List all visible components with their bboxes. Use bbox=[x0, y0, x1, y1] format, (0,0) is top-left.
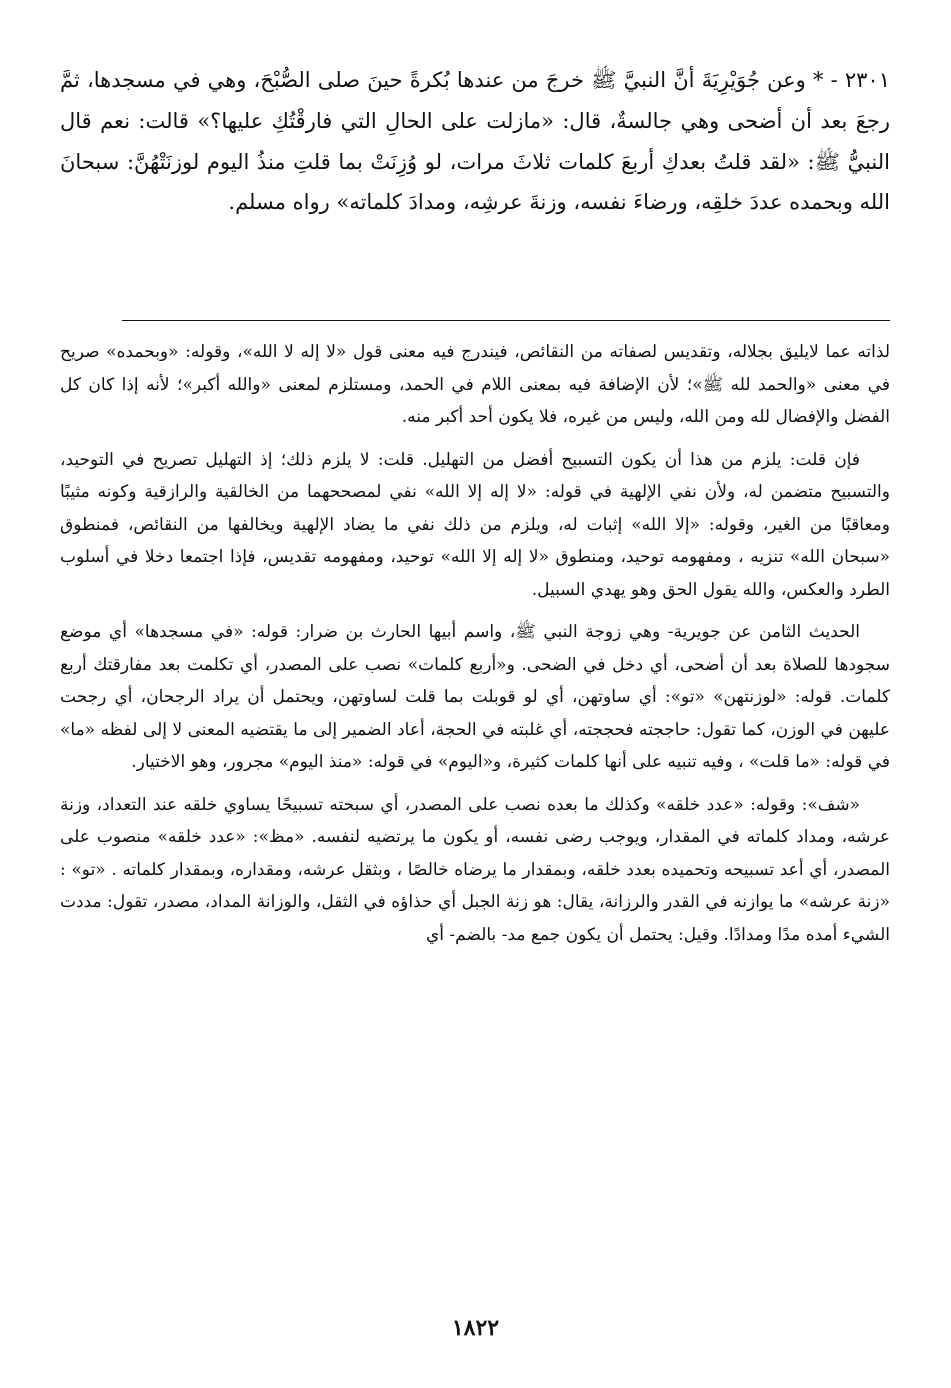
commentary-paragraph: فإن قلت: يلزم من هذا أن يكون التسبيح أفضل من التهليل. قلت: لا يلزم ذلك؛ إذ التهليل تصريح في التوحيد، والتسبيح متضمن له، ولأن نفي الإلهية في قوله: «لا إله إلا الله» نفي لمصححهما من الخالقية والرازقية وكونه مثيبًا ومعاقبًا من الغير، وقوله: «إلا الله» إثبات له، ويلزم من ذلك نفي ما يضاد الإلهية ويخالفها من النقائص، فمنطوق «سبحان الله» تنزيه ، ومفهومه توحيد، ومنطوق «لا إله إلا الله» توحيد، ومفهومه تقديس، فإذا اجتمعا دخلا في أسلوب الطرد والعكس، والله يقول الحق وهو يهدي السبيل. bbox=[60, 449, 890, 600]
page-number: ١٨٢٢ bbox=[451, 1315, 500, 1341]
footnote-divider bbox=[122, 320, 890, 321]
commentary bbox=[60, 336, 890, 951]
commentary-paragraph: «شف»: وقوله: «عدد خلقه» وكذلك ما بعده نصب على المصدر، أي سبحته تسبيحًا يساوي خلقه عند التعداد، وزنة عرشه، ومداد كلماته في المقدار، ويوجب رضى نفسه، أو يكون ما يرتضيه لنفسه. «مظ»: «عدد خلقه» منصوب على المصدر، أي أعد تسبيحه وتحميده بعدد خلقه، وبمقدار ما يرضاه خالصًا ، وبثقل عرشه، ومقداره، وبمقدار كلماته . «تو» : «زنة عرشه» ما يوازنه في القدر والرزانة، يقال: هو زنة الجبل أي حذاؤه في الثقل، والوزانة المداد، مصدر، تقول: مددت الشيء أمده مدًا ومدادًا. وقيل: يحتمل أن يكون جمع مد- بالضم- أي bbox=[60, 794, 890, 945]
hadith-text: ٢٣٠١ - * وعن جُوَيْرِيَةَ أنَّ النبيَّ ﷺ خرجَ من عندها بُكرةً حينَ صلى الصُّبْحَ، وهي في مسجدها، ثمَّ رجعَ بعد أن أضحى وهي جالسةٌ، قال: «مازلت على الحالِ التي فارقْتُكِ عليها؟» قالت: نعم قال النبيُّ ﷺ: «لقد قلتُ بعدكِ أربعَ كلمات ثلاثَ مرات، لو وُزِنَتْ بما قلتِ منذُ اليوم لوزنَتْهُنَّ: سبحانَ الله وبحمده عددَ خلقِه، ورضاءَ نفسه، وزنةَ عرشِه، ومدادَ كلماته» رواه مسلم. bbox=[60, 68, 890, 215]
commentary-paragraph: الحديث الثامن عن جويرية- وهي زوجة النبي ﷺ، واسم أبيها الحارث بن ضرار: قوله: «في مسجدها» أي موضع سجودها للصلاة بعد أن أضحى، أي دخل في الضحى. و«أربع كلمات» نصب على المصدر، أي تكلمت بعد مفارقتك أربع كلمات. قوله: «لوزنتهن» «تو»: أي ساوتهن، أي لو قوبلت بما قلت لساوتهن، ويحتمل أن يراد الرجحان، أي رجحت عليهن في الوزن، كما تقول: حاججته فحججته، أي غلبته في الحجة، أعاد الضمير إلى ما يقتضيه المعنى لا إلى لفظه «ما» في قوله: «ما قلت» ، وفيه تنبيه على أنها كلمات كثيرة، و«اليوم» في قوله: «منذ اليوم» مجرور، وهو الاختيار. bbox=[60, 622, 890, 772]
commentary-paragraph: لذاته عما لايليق بجلاله، وتقديس لصفاته من النقائص، فيندرج فيه معنى قول «لا إله لا الله»، وقوله: «وبحمده» صريح في معنى «والحمد لله ﷺ»؛ لأن الإضافة فيه بمعنى اللام في الحمد، ومستلزم لمعنى «والله أكبر»؛ لأنه إذا كان كل الفضل والإفضال لله ومن الله، وليس من غيره، فلا يكون أحد أكبر منه. bbox=[60, 342, 890, 427]
